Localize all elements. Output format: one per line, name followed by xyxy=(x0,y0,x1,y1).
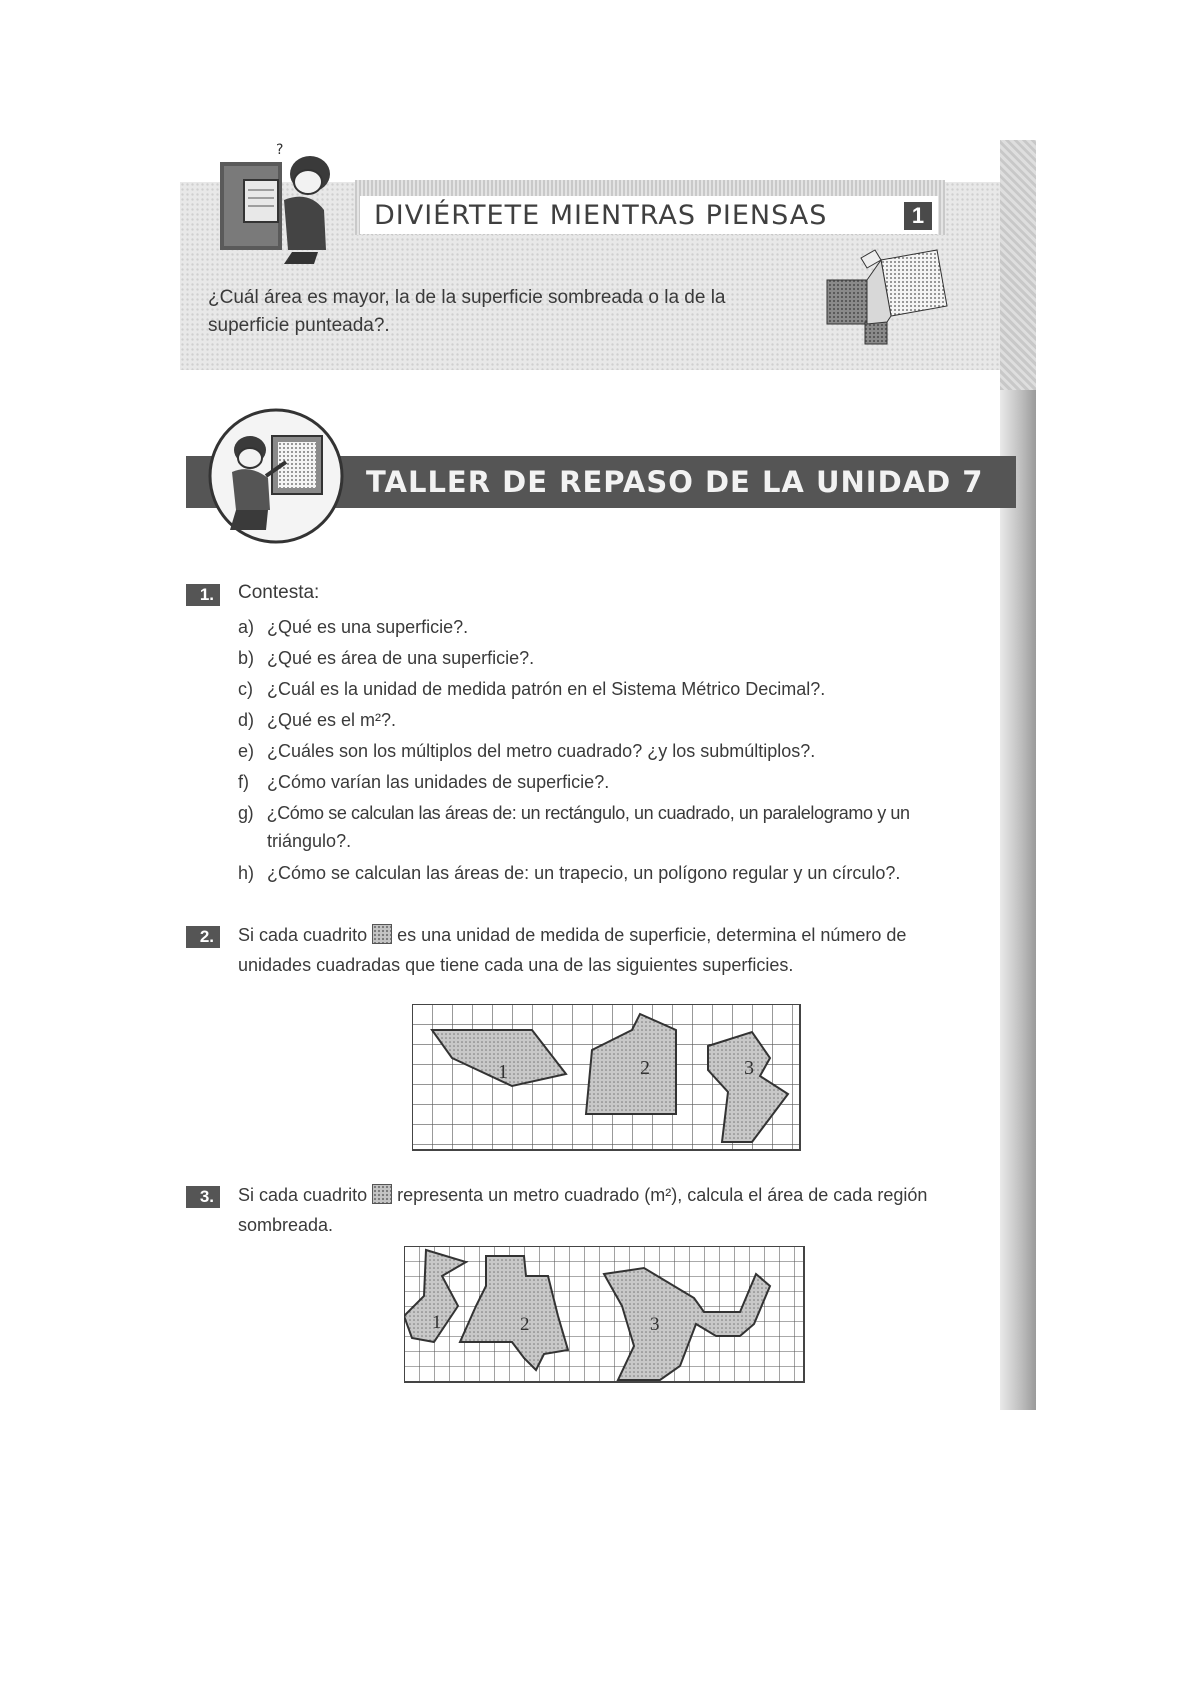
item-label: g) xyxy=(238,803,254,823)
item-text: ¿Qué es una superficie?. xyxy=(267,617,469,637)
item-label: f) xyxy=(238,772,249,792)
fun-title-box xyxy=(360,196,938,234)
question-2-text-before: Si cada cuadrito xyxy=(238,925,368,945)
unit-square-icon xyxy=(372,924,392,944)
fun-question-text: ¿Cuál área es mayor, la de la superficie sombreada o la de la superficie punteada?. xyxy=(208,287,726,336)
fun-section-number: 1 xyxy=(904,202,932,230)
mascot-blackboard-illustration xyxy=(206,406,346,546)
list-item xyxy=(238,767,609,797)
list-item xyxy=(238,674,825,704)
item-text: ¿Cuál es la unidad de medida patrón en el Sistema Métrico Decimal?. xyxy=(267,679,826,699)
question-3-line-1 xyxy=(238,1180,927,1210)
fun-section-title: DIVIÉRTETE MIENTRAS PIENSAS xyxy=(374,199,828,231)
item-label: e) xyxy=(238,741,255,761)
question-2-grid-figure xyxy=(412,1004,802,1152)
item-text: ¿Cómo se calculan las áreas de: un trapecio, un polígono regular y un círculo?. xyxy=(267,863,901,883)
item-label: a) xyxy=(238,617,255,637)
question-number-2: 2. xyxy=(186,926,220,948)
list-item xyxy=(238,798,910,828)
unit-square-icon xyxy=(372,1184,392,1204)
question-2-text-after: es una unidad de medida de superficie, determina el número de xyxy=(397,925,907,945)
figure-label-3: 3 xyxy=(650,1314,660,1335)
page-edge-pattern xyxy=(1000,140,1036,390)
review-section-title: TALLER DE REPASO DE LA UNIDAD 7 xyxy=(366,465,984,499)
item-text: ¿Cómo se calculan las áreas de: un rectángulo, un cuadrado, un paralelogramo y un xyxy=(266,803,910,823)
figure-label-1: 1 xyxy=(498,1061,508,1083)
item-text: triángulo?. xyxy=(267,831,352,851)
mascot-reading-illustration xyxy=(214,140,344,270)
svg-text:?: ? xyxy=(276,142,284,158)
item-label: c) xyxy=(238,679,253,699)
list-item xyxy=(238,826,351,856)
list-item xyxy=(238,736,815,766)
question-3-text-before: Si cada cuadrito xyxy=(238,1185,368,1205)
list-item xyxy=(238,858,900,888)
question-2-line-1 xyxy=(238,920,906,950)
list-item xyxy=(238,612,468,642)
figure-label-2: 2 xyxy=(640,1057,650,1079)
question-number-3: 3. xyxy=(186,1186,220,1208)
figure-label-2: 2 xyxy=(520,1314,530,1335)
item-text: ¿Cómo varían las unidades de superficie?. xyxy=(267,772,610,792)
figure-label-3: 3 xyxy=(744,1057,754,1079)
question-3-grid-figure xyxy=(404,1246,806,1384)
pythagoras-squares-figure xyxy=(825,248,950,348)
list-item xyxy=(238,643,534,673)
question-1-prompt: Contesta: xyxy=(238,582,320,603)
item-text: ¿Qué es el m²?. xyxy=(267,710,397,730)
item-text: ¿Qué es área de una superficie?. xyxy=(267,648,535,668)
question-3-text-after: representa un metro cuadrado (m²), calcula el área de cada región xyxy=(397,1185,928,1205)
figure-label-1: 1 xyxy=(432,1312,442,1333)
list-item xyxy=(238,705,396,735)
item-label: d) xyxy=(238,710,255,730)
item-label: h) xyxy=(238,863,255,883)
question-3-line-2: sombreada. xyxy=(238,1215,334,1235)
item-text: ¿Cuáles son los múltiplos del metro cuadrado? ¿y los submúltiplos?. xyxy=(267,741,816,761)
question-2-line-2: unidades cuadradas que tiene cada una de las siguientes superficies. xyxy=(238,955,794,975)
question-number-1: 1. xyxy=(186,584,220,606)
item-label: b) xyxy=(238,648,255,668)
